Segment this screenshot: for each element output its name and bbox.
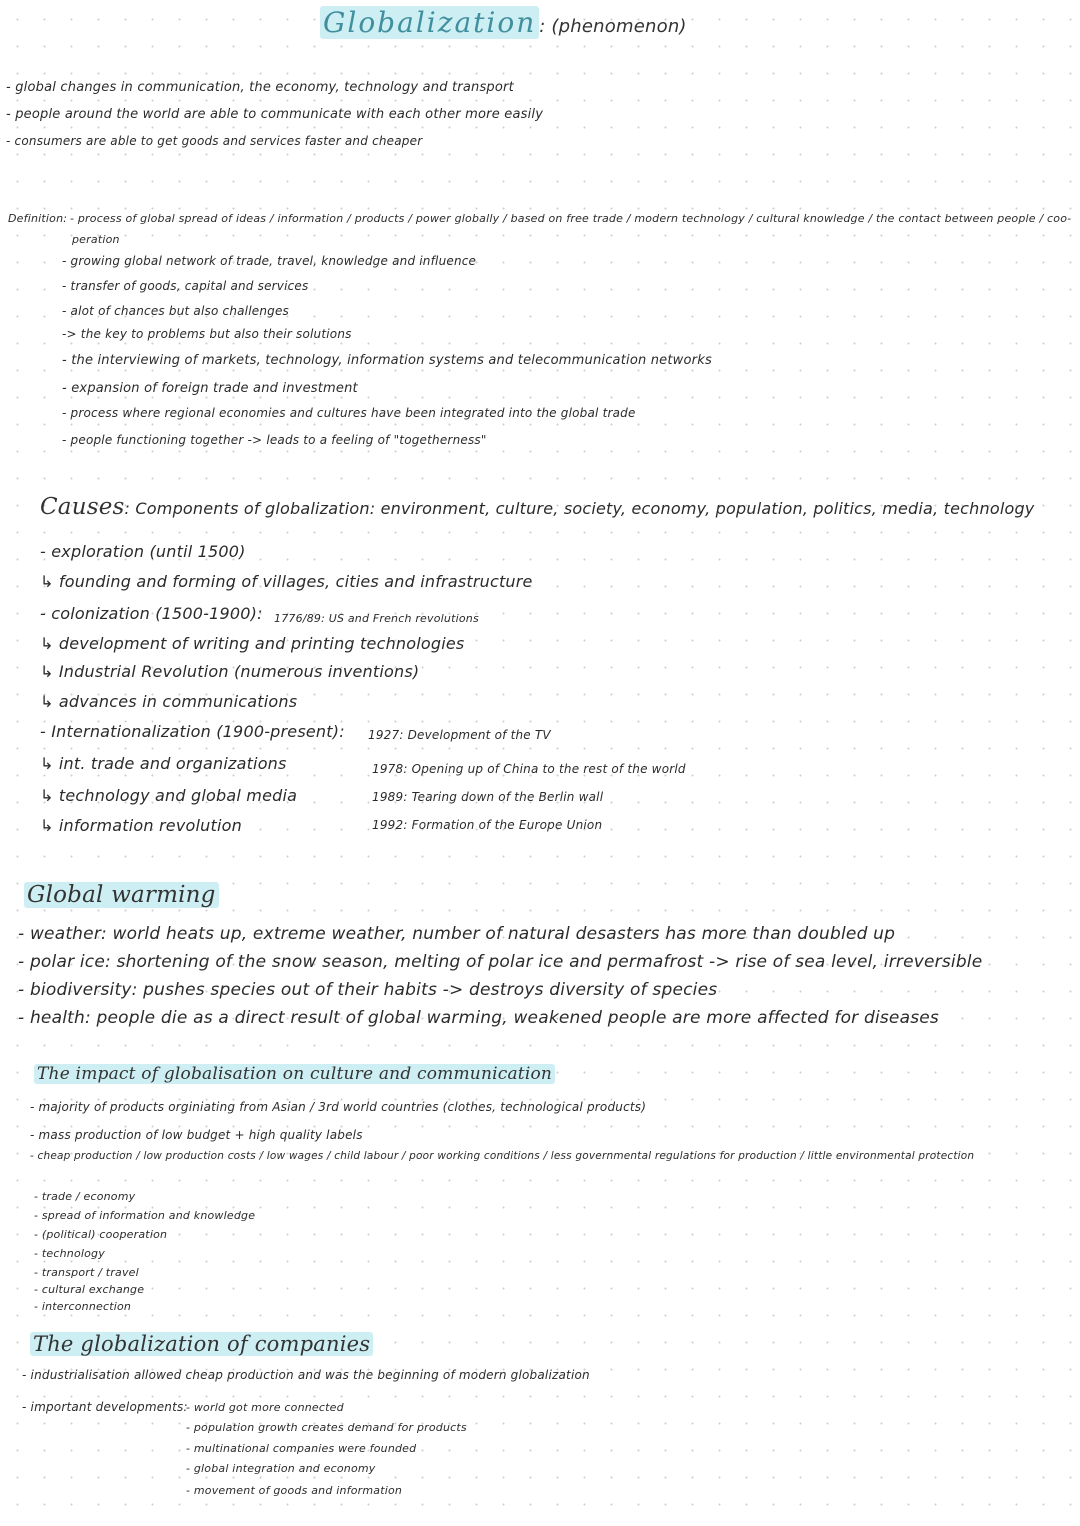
intro-line-2: - people around the world are able to communicate with each other more easily xyxy=(6,107,544,122)
intro-line-3: - consumers are able to get goods and services faster and cheaper xyxy=(6,134,423,148)
companies-line: - industrialisation allowed cheap production and was the beginning of modern globalization xyxy=(22,1368,590,1382)
page-title xyxy=(320,6,687,39)
development-item: - population growth creates demand for products xyxy=(186,1421,467,1434)
timeline-item: 1989: Tearing down of the Berlin wall xyxy=(372,790,604,804)
title-suffix: : (phenomenon) xyxy=(539,16,687,37)
developments-label: - important developments: xyxy=(22,1400,188,1414)
causes-line: ↳ information revolution xyxy=(40,816,242,835)
companies-title: The globalization of companies xyxy=(30,1332,373,1356)
intro-line-1: - global changes in communication, the economy, technology and transport xyxy=(6,80,514,95)
warming-line: - weather: world heats up, extreme weather, number of natural desasters has more than doubled up xyxy=(18,924,896,944)
impact-line: - majority of products orginiating from Asian / 3rd world countries (clothes, technological products) xyxy=(30,1100,647,1114)
warming-line: - health: people die as a direct result of global warming, weakened people are more affected for diseases xyxy=(18,1008,939,1028)
impact-list-item: - interconnection xyxy=(34,1300,132,1313)
causes-line: ↳ development of writing and printing technologies xyxy=(40,634,465,653)
impact-list-item: - transport / travel xyxy=(34,1266,139,1279)
title-main: Globalization xyxy=(320,6,539,39)
causes-components: : Components of globalization: environment, culture, society, economy, population, politics, media, technology xyxy=(124,499,1035,518)
definition-line: - people functioning together -> leads to a feeling of "togetherness" xyxy=(62,433,487,447)
causes-line: - colonization (1500-1900): xyxy=(40,604,263,623)
revolutions-note: 1776/89: US and French revolutions xyxy=(274,612,479,625)
warming-title: Global warming xyxy=(24,882,219,908)
causes-heading xyxy=(40,494,1034,520)
causes-line: - Internationalization (1900-present): xyxy=(40,722,345,741)
timeline-item: 1927: Development of the TV xyxy=(368,728,551,742)
causes-line: ↳ Industrial Revolution (numerous inventions) xyxy=(40,662,420,681)
impact-list-item: - (political) cooperation xyxy=(34,1228,168,1241)
causes-line: ↳ int. trade and organizations xyxy=(40,754,287,773)
impact-line: - cheap production / low production costs / low wages / child labour / poor working conditions / less governmental regulations for production / little environmental protection xyxy=(30,1150,975,1162)
impact-list-item: - technology xyxy=(34,1247,105,1260)
definition-label: Definition: xyxy=(8,212,68,225)
development-item: - global integration and economy xyxy=(186,1462,376,1475)
causes-line: ↳ technology and global media xyxy=(40,786,298,805)
causes-line: ↳ founding and forming of villages, cities and infrastructure xyxy=(40,572,533,591)
impact-heading xyxy=(34,1064,555,1084)
causes-title: Causes xyxy=(40,494,125,520)
impact-line: - mass production of low budget + high quality labels xyxy=(30,1128,363,1142)
definition-line: - process of global spread of ideas / information / products / power globally / based on free trade / modern technology / cultural knowledge / the contact between people / coo- xyxy=(70,212,1072,225)
causes-line: ↳ advances in communications xyxy=(40,692,298,711)
impact-list-item: - cultural exchange xyxy=(34,1283,145,1296)
timeline-item: 1978: Opening up of China to the rest of the world xyxy=(372,762,686,776)
definition-line: - alot of chances but also challenges xyxy=(62,304,289,318)
definition-line: - growing global network of trade, travel, knowledge and influence xyxy=(62,254,477,268)
warming-heading xyxy=(24,882,219,908)
definition-line: - the interviewing of markets, technology, information systems and telecommunication networks xyxy=(62,353,712,368)
warming-line: - polar ice: shortening of the snow season, melting of polar ice and permafrost -> rise of sea level, irreversible xyxy=(18,952,983,972)
development-item: - world got more connected xyxy=(186,1401,344,1414)
impact-title: The impact of globalisation on culture and communication xyxy=(34,1064,555,1084)
companies-heading xyxy=(30,1332,373,1356)
definition-line: - transfer of goods, capital and services xyxy=(62,279,309,293)
definition-line: - expansion of foreign trade and investment xyxy=(62,381,358,396)
impact-list-item: - trade / economy xyxy=(34,1190,136,1203)
warming-line: - biodiversity: pushes species out of their habits -> destroys diversity of species xyxy=(18,980,718,1000)
timeline-item: 1992: Formation of the Europe Union xyxy=(372,818,603,832)
impact-list-item: - spread of information and knowledge xyxy=(34,1209,256,1222)
definition-line: peration xyxy=(72,233,120,246)
definition-line: -> the key to problems but also their solutions xyxy=(62,327,352,341)
causes-line: - exploration (until 1500) xyxy=(40,542,246,561)
development-item: - movement of goods and information xyxy=(186,1484,403,1497)
development-item: - multinational companies were founded xyxy=(186,1442,417,1455)
definition-line: - process where regional economies and cultures have been integrated into the global trade xyxy=(62,406,636,420)
